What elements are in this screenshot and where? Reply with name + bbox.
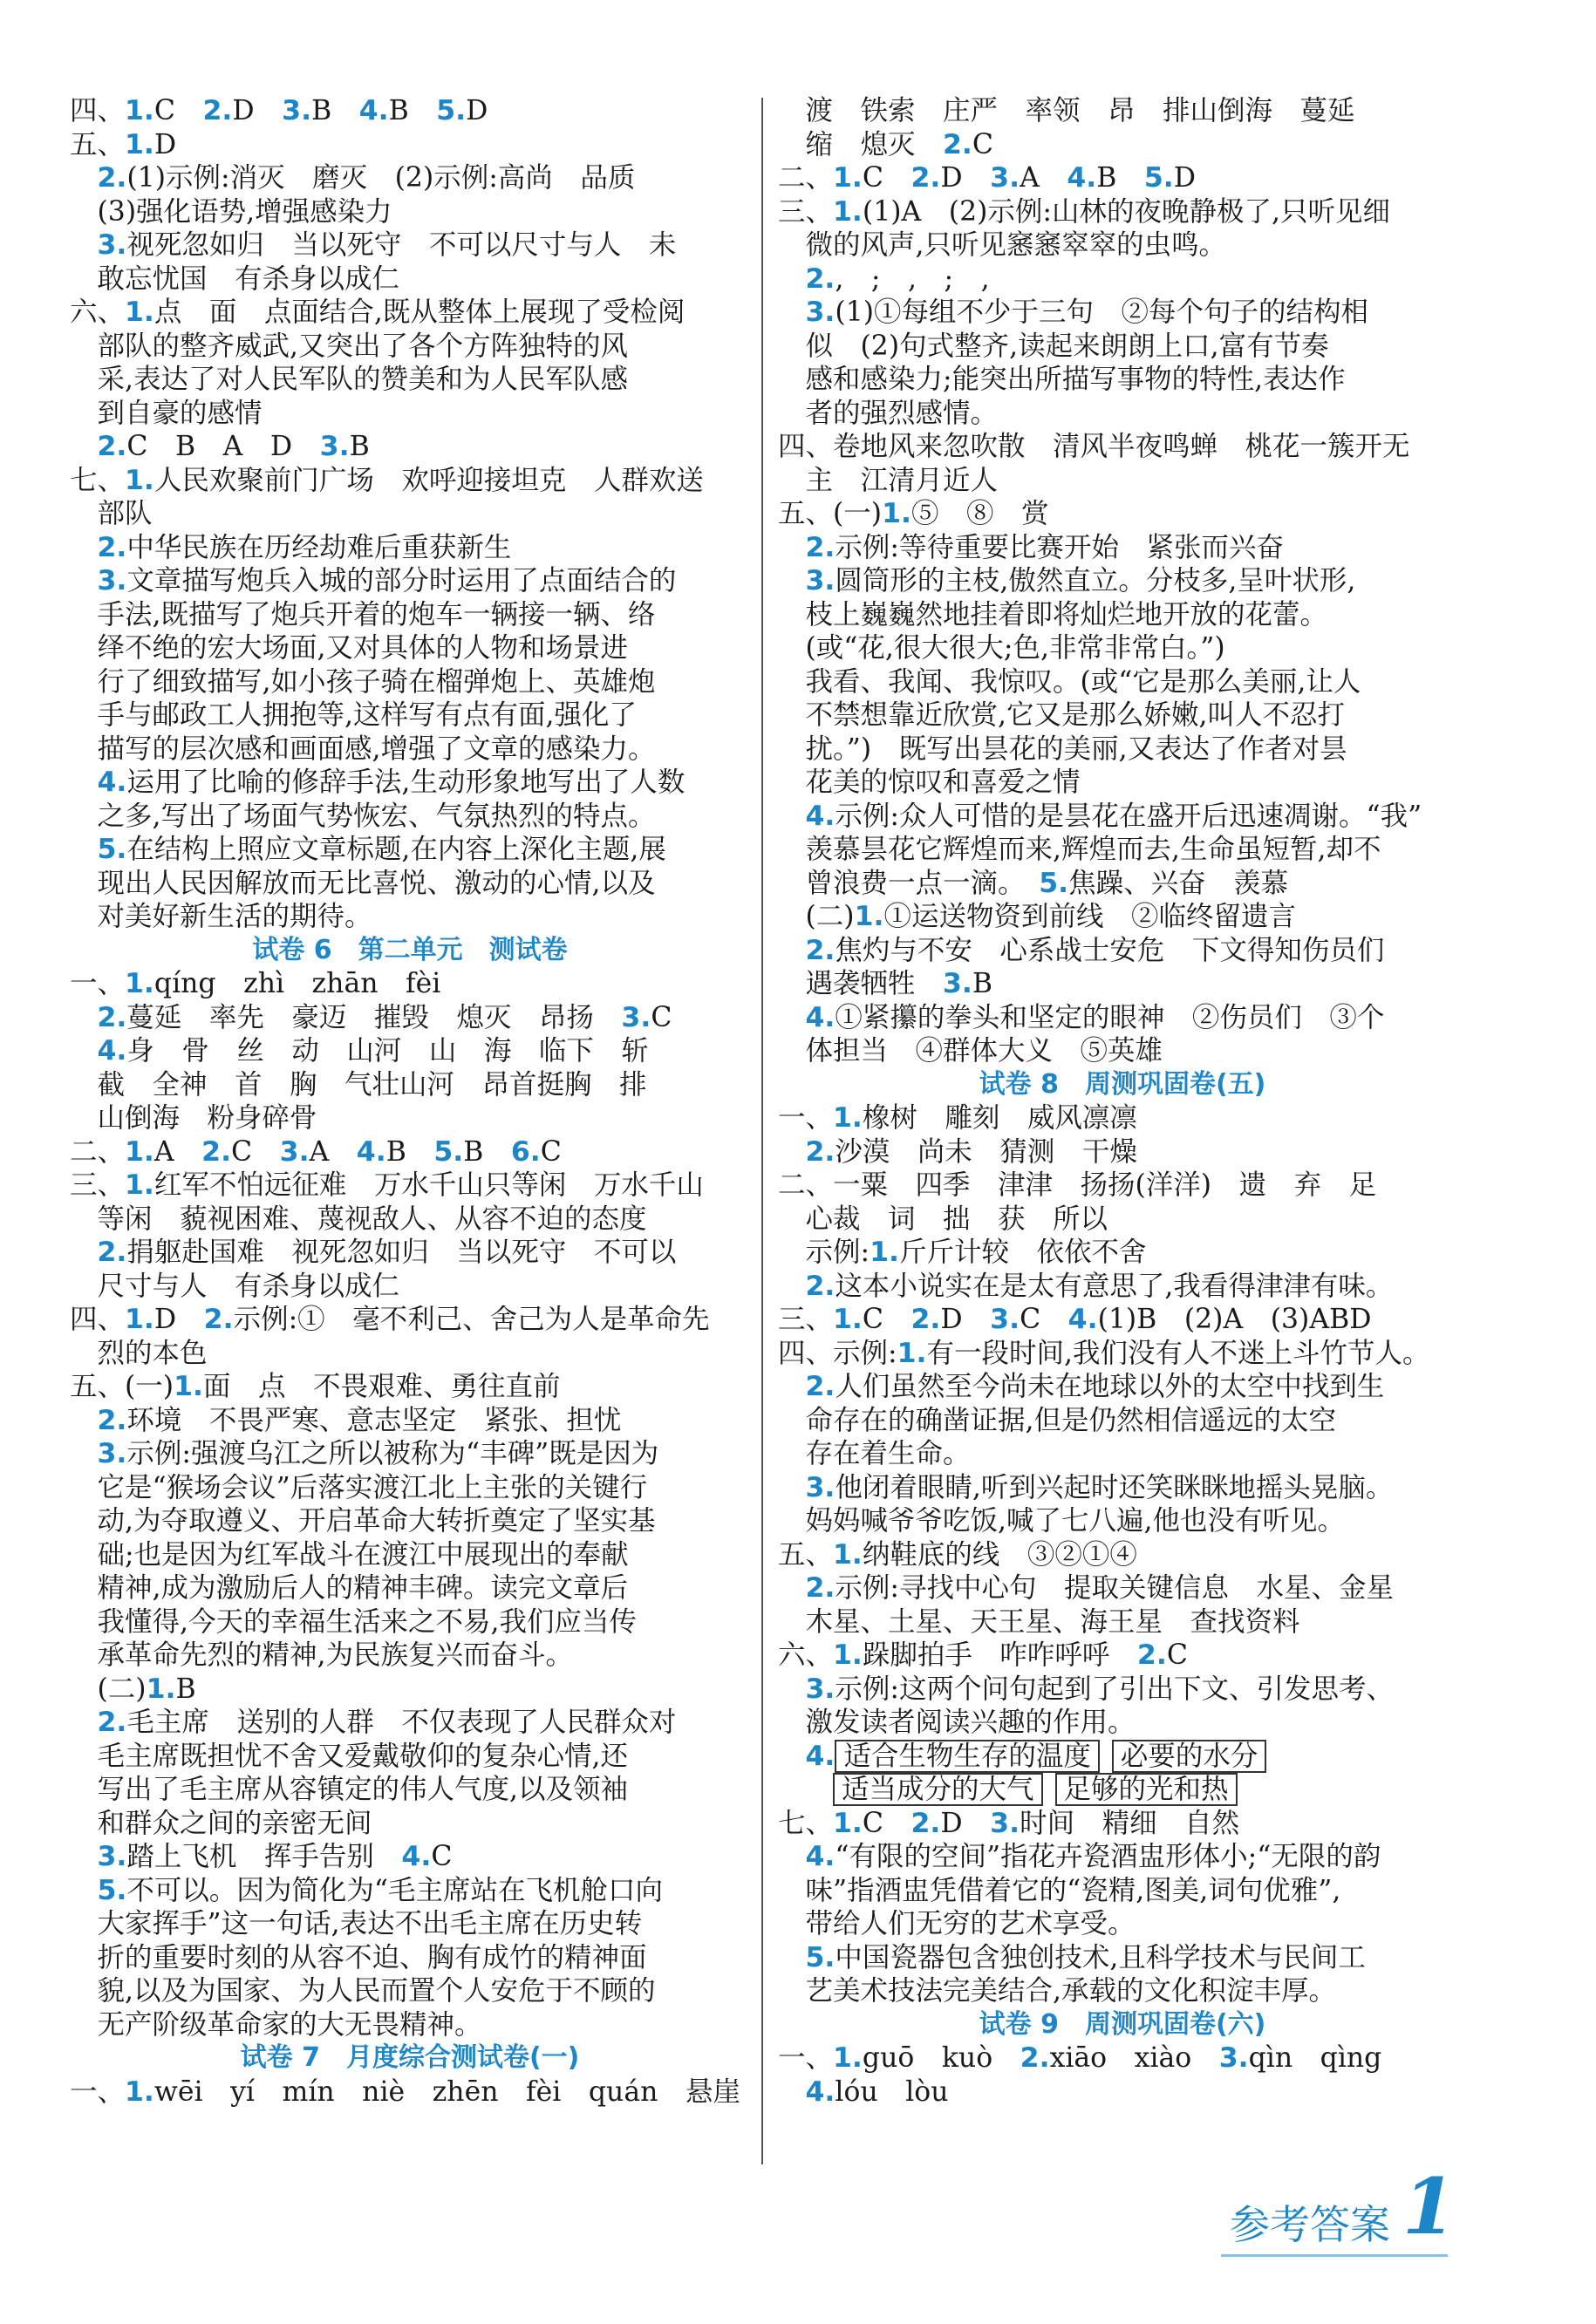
answer-line: 三、1.红军不怕远征难 万水千山只等闲 万水千山	[70, 1169, 704, 1201]
answer-line: 四、卷地风来忽吹散 清风半夜鸣蝉 桃花一簇开无	[778, 431, 1410, 462]
boxed-answer: 适合生物生存的温度	[835, 1740, 1100, 1773]
answer-line: 貌,以及为国家、为人民而置个人安危于不顾的	[70, 1975, 656, 2007]
answer-line: 4.“有限的空间”指花卉瓷酒盅形体小;“无限的韵	[805, 1841, 1381, 1872]
answer-line: 4.①紧攥的拳头和坚定的眼神 ②伤员们 ③个	[805, 1001, 1385, 1033]
answer-line: 似 (2)句式整齐,读起来朗朗上口,富有节奏	[778, 330, 1329, 362]
answer-line: 羡慕昙花它辉煌而来,辉煌而去,生命虽短暂,却不	[778, 834, 1381, 865]
answer-line: 2.C B A D 3.B	[97, 431, 370, 462]
answer-line: 敢忘忧国 有杀身以成仁	[70, 262, 400, 295]
answer-line: 五、1.D	[70, 128, 177, 160]
answer-line: 遇袭牺牲 3.B	[778, 968, 993, 999]
answer-line: 对美好新生活的期待。	[70, 901, 372, 932]
answer-line: 4. 适合生物生存的温度 必要的水分	[778, 1740, 1467, 1774]
answer-line: 七、1.C 2.D 3.时间 精细 自然	[778, 1807, 1240, 1839]
right-column	[778, 94, 1467, 2109]
answer-line: 木星、土星、天王星、海王星 查找资料	[778, 1605, 1300, 1638]
answer-line: 四、1.D 2.示例:① 毫不利己、舍己为人是革命先	[70, 1304, 710, 1335]
column-divider	[761, 98, 763, 2164]
answer-line: 2.这本小说实在是太有意思了,我看得津津有味。	[805, 1270, 1394, 1302]
answer-line: 不禁想靠近欣赏,它又是那么娇嫩,叫人不忍打	[778, 699, 1346, 731]
answer-line: 2.焦灼与不安 心系战士安危 下文得知伤员们	[805, 934, 1385, 966]
answer-line: 部队	[70, 498, 153, 529]
section-heading: 试卷 7 月度综合测试卷(一)	[240, 2042, 580, 2073]
answer-line: 绎不绝的宏大场面,又对具体的人物和场景进	[70, 632, 629, 664]
answer-line: 精神,成为激励后人的精神丰碑。读完文章后	[70, 1572, 629, 1604]
footer-label: 参考答案	[1230, 2201, 1390, 2248]
answer-line: 2.示例:等待重要比赛开始 紧张而兴奋	[805, 531, 1285, 563]
answer-line: 3.踏上飞机 挥手告别 4.C	[97, 1841, 453, 1872]
answer-line: 3.示例:这两个问句起到了引出下文、引发思考、	[805, 1673, 1395, 1705]
boxed-answer: 适当成分的大气	[833, 1773, 1043, 1806]
answer-line: (二)1.①运送物资到前线 ②临终留遗言	[778, 901, 1296, 932]
answer-line: 描写的层次感和画面感,增强了文章的感染力。	[70, 733, 656, 765]
answer-line: 行了细致描写,如小孩子骑在榴弹炮上、英雄炮	[70, 665, 656, 698]
answer-line: 妈妈喊爷爷吃饭,喊了七八遍,他也没有听见。	[778, 1505, 1346, 1537]
answer-line: 我懂得,今天的幸福生活来之不易,我们应当传	[70, 1605, 638, 1638]
answer-line: 手法,既描写了炮兵开着的炮车一辆接一辆、络	[70, 598, 656, 630]
answer-line: 之多,写出了场面气势恢宏、气氛热烈的特点。	[70, 800, 656, 832]
answer-line: 3.(1)①每组不少于三句 ②每个句子的结构相	[805, 296, 1369, 328]
answer-line: 部队的整齐威武,又突出了各个方阵独特的风	[70, 330, 629, 362]
answer-line: 2.毛主席 送别的人群 不仅表现了人民群众对	[97, 1707, 677, 1738]
answer-line: 存在着生命。	[778, 1438, 971, 1469]
answer-line: 六、1.点 面 点面结合,既从整体上展现了受检阅	[70, 296, 685, 328]
answer-line: 命存在的确凿证据,但是仍然相信遥远的太空	[778, 1404, 1337, 1436]
section-heading: 试卷 6 第二单元 测试卷	[252, 934, 568, 965]
answer-line: 到自豪的感情	[70, 397, 263, 429]
answer-line: 大家挥手”这一句话,表达不出毛主席在历史转	[70, 1908, 643, 1939]
section-heading: 试卷 8 周测巩固卷(五)	[979, 1068, 1266, 1100]
answer-line: 采,表达了对人民军队的赞美和为人民军队感	[70, 364, 629, 395]
answer-line: 3.示例:强渡乌江之所以被称为“丰碑”既是因为	[97, 1438, 659, 1469]
section-heading: 试卷 9 周测巩固卷(六)	[979, 2008, 1266, 2040]
answer-line: 动,为夺取遵义、开启革命大转折奠定了坚实基	[70, 1505, 656, 1537]
answer-line: (3)强化语势,增强感染力	[70, 195, 392, 228]
answer-line: 缩 熄灭 2.C	[778, 128, 994, 160]
answer-line: 3.圆筒形的主枝,傲然直立。分枝多,呈叶状形,	[805, 565, 1356, 596]
answer-line: 四、示例:1.有一段时间,我们没有人不迷上斗竹节人。	[778, 1337, 1430, 1369]
answer-line: 2., ; , ; ,	[805, 262, 990, 295]
answer-line: 味”指酒盅凭借着它的“瓷精,图美,词句优雅”,	[778, 1874, 1341, 1906]
answer-line: 激发读者阅读兴趣的作用。	[778, 1707, 1136, 1738]
answer-line: (二)1.B	[70, 1673, 196, 1705]
answer-line: 体担当 ④群体大义 ⑤英雄	[778, 1035, 1163, 1067]
answer-line: 六、1.跺脚拍手 咋咋呼呼 2.C	[778, 1639, 1188, 1671]
answer-line: 示例:1.斤斤计较 依依不舍	[778, 1237, 1147, 1268]
answer-line: 2.示例:寻找中心句 提取关键信息 水星、金星	[805, 1572, 1395, 1604]
answer-line: 截 全神 首 胸 气壮山河 昂首挺胸 排	[70, 1068, 647, 1101]
answer-line: 者的强烈感情。	[778, 397, 999, 429]
answer-line: 带给人们无穷的艺术享受。	[778, 1908, 1136, 1939]
answer-line: 2.中华民族在历经劫难后重获新生	[97, 531, 512, 563]
answer-line: 4.运用了比喻的修辞手法,生动形象地写出了人数	[97, 767, 685, 798]
answer-line: 扰。”) 既写出昙花的美丽,又表达了作者对昙	[778, 733, 1347, 765]
boxed-answer: 必要的水分	[1112, 1740, 1267, 1773]
answer-line: 枝上巍巍然地挂着即将灿烂地开放的花蕾。	[778, 598, 1328, 630]
answer-line: 山倒海 粉身碎骨	[70, 1102, 317, 1134]
answer-line: 4.身 骨 丝 动 山河 山 海 临下 斩	[97, 1035, 649, 1067]
answer-line: 2.捐躯赴国难 视死忽如归 当以死守 不可以	[97, 1237, 677, 1268]
answer-line: 4.lóu lòu	[805, 2075, 949, 2108]
answer-line: 三、1.C 2.D 3.C 4.(1)B (2)A (3)ABD	[778, 1304, 1372, 1335]
answer-line: 花美的惊叹和喜爱之情	[778, 767, 1081, 798]
answer-line	[778, 1773, 1467, 1807]
answer-line: 等闲 藐视困难、蔑视敌人、从容不迫的态度	[70, 1203, 647, 1235]
answer-line: 3.文章描写炮兵入城的部分时运用了点面结合的	[97, 565, 677, 596]
answer-line: 一、1.wēi yí mín niè zhēn fèi quán 悬崖	[70, 2075, 740, 2108]
answer-line: 微的风声,只听见窸窸窣窣的虫鸣。	[778, 229, 1227, 261]
answer-line: 础;也是因为红军战斗在渡江中展现出的奉献	[70, 1538, 629, 1571]
answer-line: 三、1.(1)A (2)示例:山林的夜晚静极了,只听见细	[778, 195, 1391, 228]
answer-line: (或“花,很大很大;色,非常非常白。”)	[778, 632, 1225, 664]
answer-line: 3.视死忽如归 当以死守 不可以尺寸与人 未	[97, 229, 677, 261]
answer-line: 2.蔓延 率先 豪迈 摧毁 熄灭 昂扬 3.C	[97, 1001, 672, 1033]
answer-line: 曾浪费一点一滴。 5.焦躁、兴奋 羡慕	[778, 867, 1289, 899]
answer-line: 一、1.guō kuò 2.xiāo xiào 3.qìn qìng	[778, 2042, 1382, 2074]
answer-line: 2.人们虽然至今尚未在地球以外的太空中找到生	[805, 1371, 1385, 1402]
answer-line: 2.环境 不畏严寒、意志坚定 紧张、担忧	[97, 1404, 622, 1436]
answer-line: 2.沙漠 尚未 猜测 干燥	[805, 1135, 1137, 1168]
answer-line: 写出了毛主席从容镇定的伟人气度,以及领袖	[70, 1774, 629, 1805]
answer-line: 尺寸与人 有杀身以成仁	[70, 1270, 400, 1302]
answer-line: 七、1.人民欢聚前门广场 欢呼迎接坦克 人群欢送	[70, 464, 704, 496]
answer-line: 烈的本色	[70, 1337, 208, 1369]
boxed-answer: 足够的光和热	[1055, 1773, 1238, 1806]
answer-line: 我看、我闻、我惊叹。(或“它是那么美丽,让人	[778, 665, 1361, 698]
answer-line: 主 江清月近人	[778, 464, 999, 496]
answer-line: 5.中国瓷器包含独创技术,且科学技术与民间工	[805, 1941, 1366, 1973]
answer-line: 艺美术技法完美结合,承载的文化积淀丰厚。	[778, 1975, 1337, 2007]
answer-line: 四、1.C 2.D 3.B 4.B 5.D	[70, 95, 488, 126]
answer-line: 5.不可以。因为简化为“毛主席站在飞机舱口向	[97, 1874, 664, 1906]
answer-line: 五、1.纳鞋底的线 ③②①④	[778, 1538, 1137, 1571]
answer-line: 手与邮政工人拥抱等,这样写有点有面,强化了	[70, 699, 638, 731]
answer-line: 渡 铁索 庄严 率领 昂 排山倒海 蔓延	[778, 95, 1355, 126]
page-number: 1	[1402, 2161, 1456, 2252]
answer-line: 一、1.橡树 雕刻 威风凛凛	[778, 1102, 1137, 1134]
answer-line: 无产阶级革命家的大无畏精神。	[70, 2008, 482, 2041]
answer-line: 五、(一)1.面 点 不畏艰难、勇往直前	[70, 1371, 561, 1402]
answer-line: 二、1.A 2.C 3.A 4.B 5.B 6.C	[70, 1135, 562, 1168]
answer-line: 和群众之间的亲密无间	[70, 1807, 372, 1839]
answer-line: 折的重要时刻的从容不迫、胸有成竹的精神面	[70, 1941, 647, 1973]
answer-line: 4.示例:众人可惜的是昙花在盛开后迅速凋谢。“我”	[805, 800, 1422, 832]
answer-line: 二、一粟 四季 津津 扬扬(洋洋) 遗 弃 足	[778, 1169, 1377, 1201]
answer-line: 一、1.qíng zhì zhān fèi	[70, 968, 441, 999]
answer-line: 2.(1)示例:消灭 磨灭 (2)示例:高尚 品质	[97, 162, 636, 194]
footer-underline	[1221, 2254, 1448, 2257]
answer-line: 感和感染力;能突出所描写事物的特性,表达作	[778, 364, 1346, 395]
answer-line: 5.在结构上照应文章标题,在内容上深化主题,展	[97, 834, 666, 865]
answer-line: 3.他闭着眼睛,听到兴起时还笑眯眯地摇头晃脑。	[805, 1471, 1394, 1503]
answer-line: 二、1.C 2.D 3.A 4.B 5.D	[778, 162, 1197, 194]
left-column	[70, 94, 750, 2109]
answer-line: 现出人民因解放而无比喜悦、激动的心情,以及	[70, 867, 656, 899]
answer-line: 心裁 词 拙 获 所以	[778, 1203, 1108, 1235]
answer-line: 毛主席既担忧不舍又爱戴敬仰的复杂心情,还	[70, 1740, 629, 1772]
answer-line: 它是“猴场会议”后落实渡江北上主张的关键行	[70, 1471, 648, 1503]
answer-line: 承革命先烈的精神,为民族复兴而奋斗。	[70, 1639, 574, 1671]
answer-line: 五、(一)1.⑤ ⑧ 赏	[778, 498, 1049, 529]
